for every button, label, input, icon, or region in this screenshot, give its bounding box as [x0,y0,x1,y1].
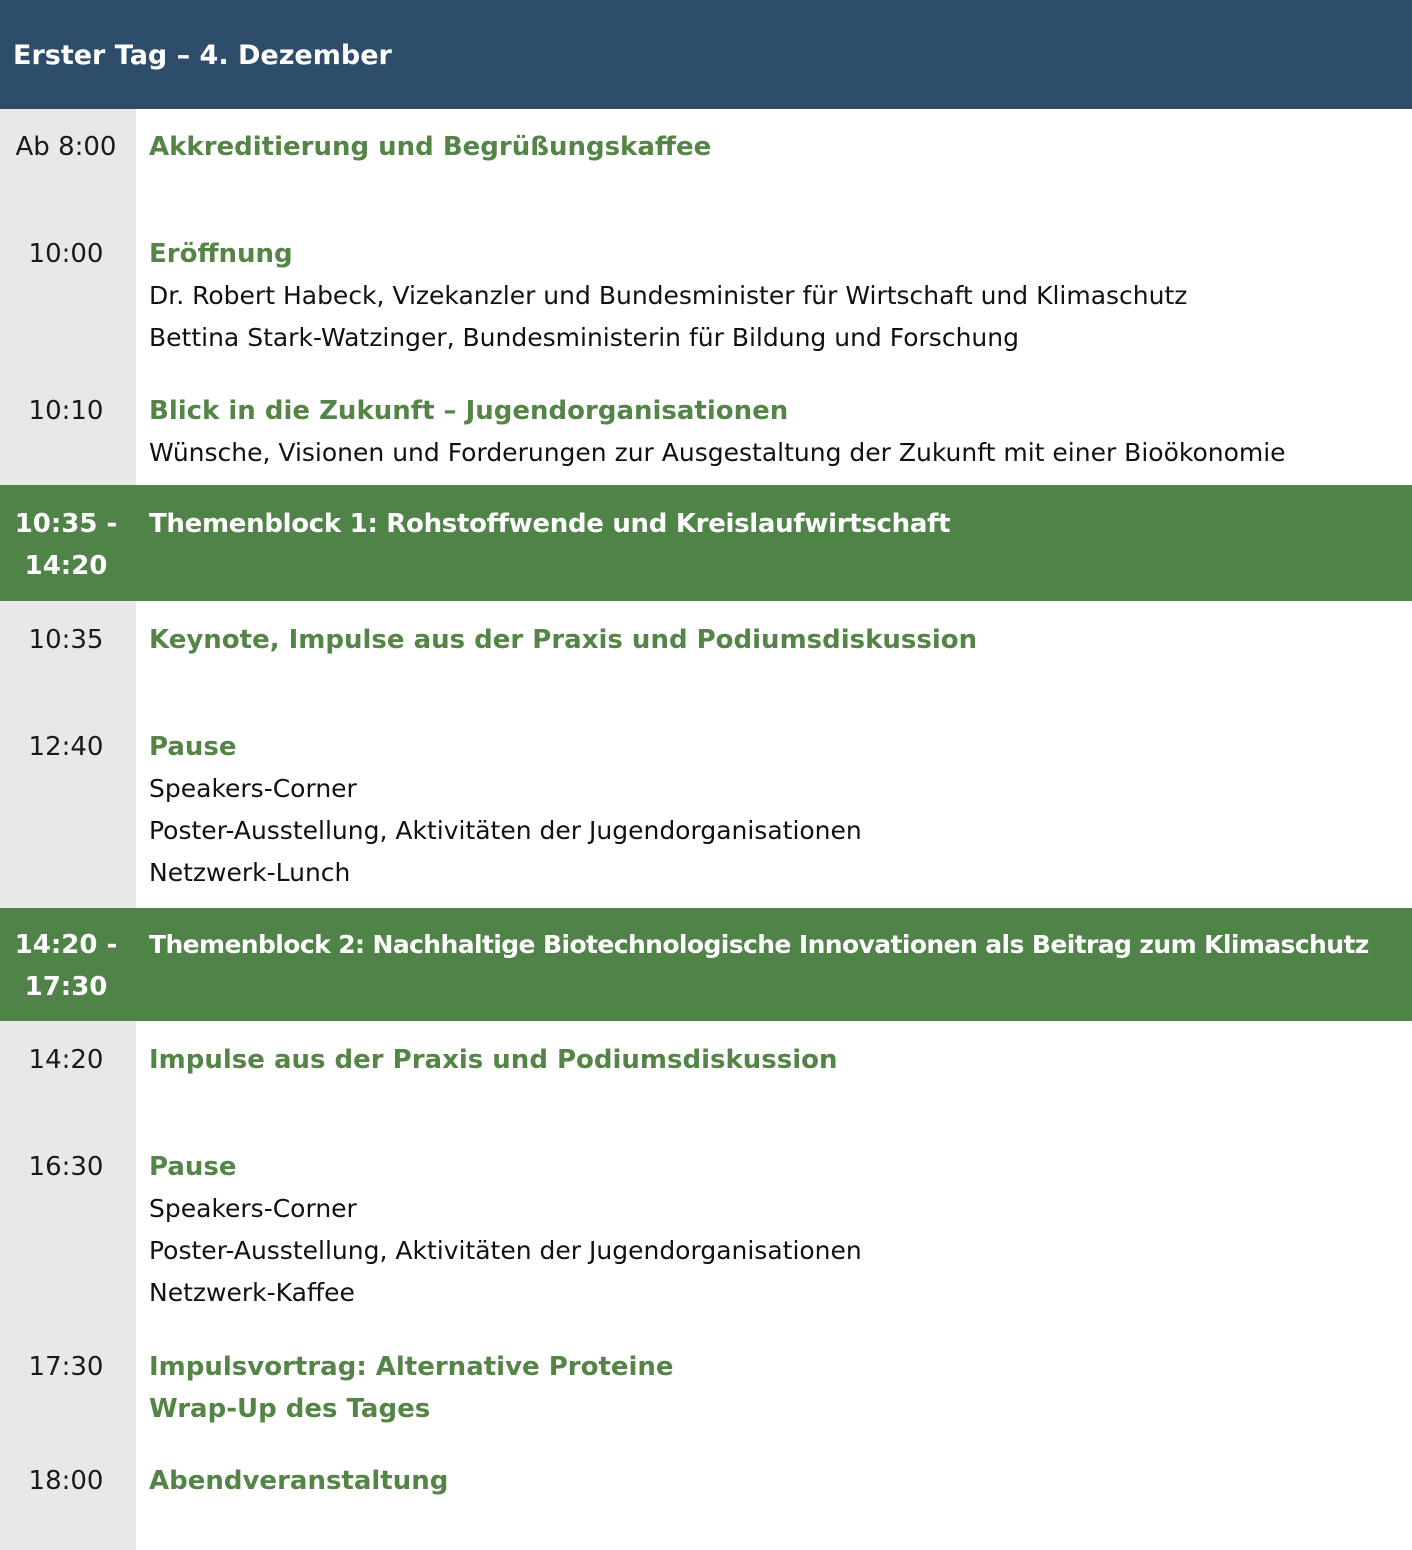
session-detail: Bettina Stark-Watzinger, Bundesministerin für Bildung und Forschung [149,323,1019,352]
session-title: Impulse aus der Praxis und Podiumsdiskussion [149,1045,838,1075]
session-time: 16:30 [28,1152,104,1182]
session-title-secondary: Wrap-Up des Tages [149,1394,431,1424]
session-time: 14:20 [28,1045,104,1075]
theme-block-title: Themenblock 2: Nachhaltige Biotechnologische Innovationen als Beitrag zum Klimaschutz [149,930,1369,959]
session-title: Impulsvortrag: Alternative Proteine [149,1352,674,1382]
session-title: Eröffnung [149,239,293,269]
theme-block-time [0,503,132,587]
theme-block-title: Themenblock 1: Rohstoffwende und Kreislaufwirtschaft [149,509,951,539]
session-detail: Netzwerk-Kaffee [149,1278,355,1307]
session-detail: Netzwerk-Lunch [149,858,351,887]
session-title: Abendveranstaltung [149,1466,449,1496]
session-time: 18:00 [28,1466,104,1496]
theme-block-time [0,924,132,1008]
theme-block-time-end: 14:20 [24,551,108,581]
session-detail: Poster-Ausstellung, Aktivitäten der Jugendorganisationen [149,1236,862,1265]
session-detail: Dr. Robert Habeck, Vizekanzler und Bundesminister für Wirtschaft und Klimaschutz [149,281,1188,310]
theme-block-time-end: 17:30 [24,972,108,1002]
session-time: 17:30 [28,1352,104,1382]
theme-block-header [0,908,1412,1021]
session-time: Ab 8:00 [15,132,117,162]
session-time: 10:10 [28,396,104,426]
session-title: Pause [149,1152,237,1182]
session-time: 10:35 [28,625,104,655]
session-title: Akkreditierung und Begrüßungskaffee [149,132,712,162]
session-title: Blick in die Zukunft – Jugendorganisationen [149,396,789,426]
theme-block-header [0,485,1412,601]
session-detail: Wünsche, Visionen und Forderungen zur Ausgestaltung der Zukunft mit einer Bioökonomie [149,438,1286,467]
session-title: Pause [149,732,237,762]
session-detail: Speakers-Corner [149,774,357,803]
session-detail: Poster-Ausstellung, Aktivitäten der Jugendorganisationen [149,816,862,845]
session-detail: Speakers-Corner [149,1194,357,1223]
session-time: 12:40 [28,732,104,762]
day-header: Erster Tag – 4. Dezember [0,0,1412,109]
session-time: 10:00 [28,239,104,269]
theme-block-time-start: 14:20 - [14,930,118,960]
session-title: Keynote, Impulse aus der Praxis und Podiumsdiskussion [149,625,978,655]
theme-block-time-start: 10:35 - [14,509,118,539]
